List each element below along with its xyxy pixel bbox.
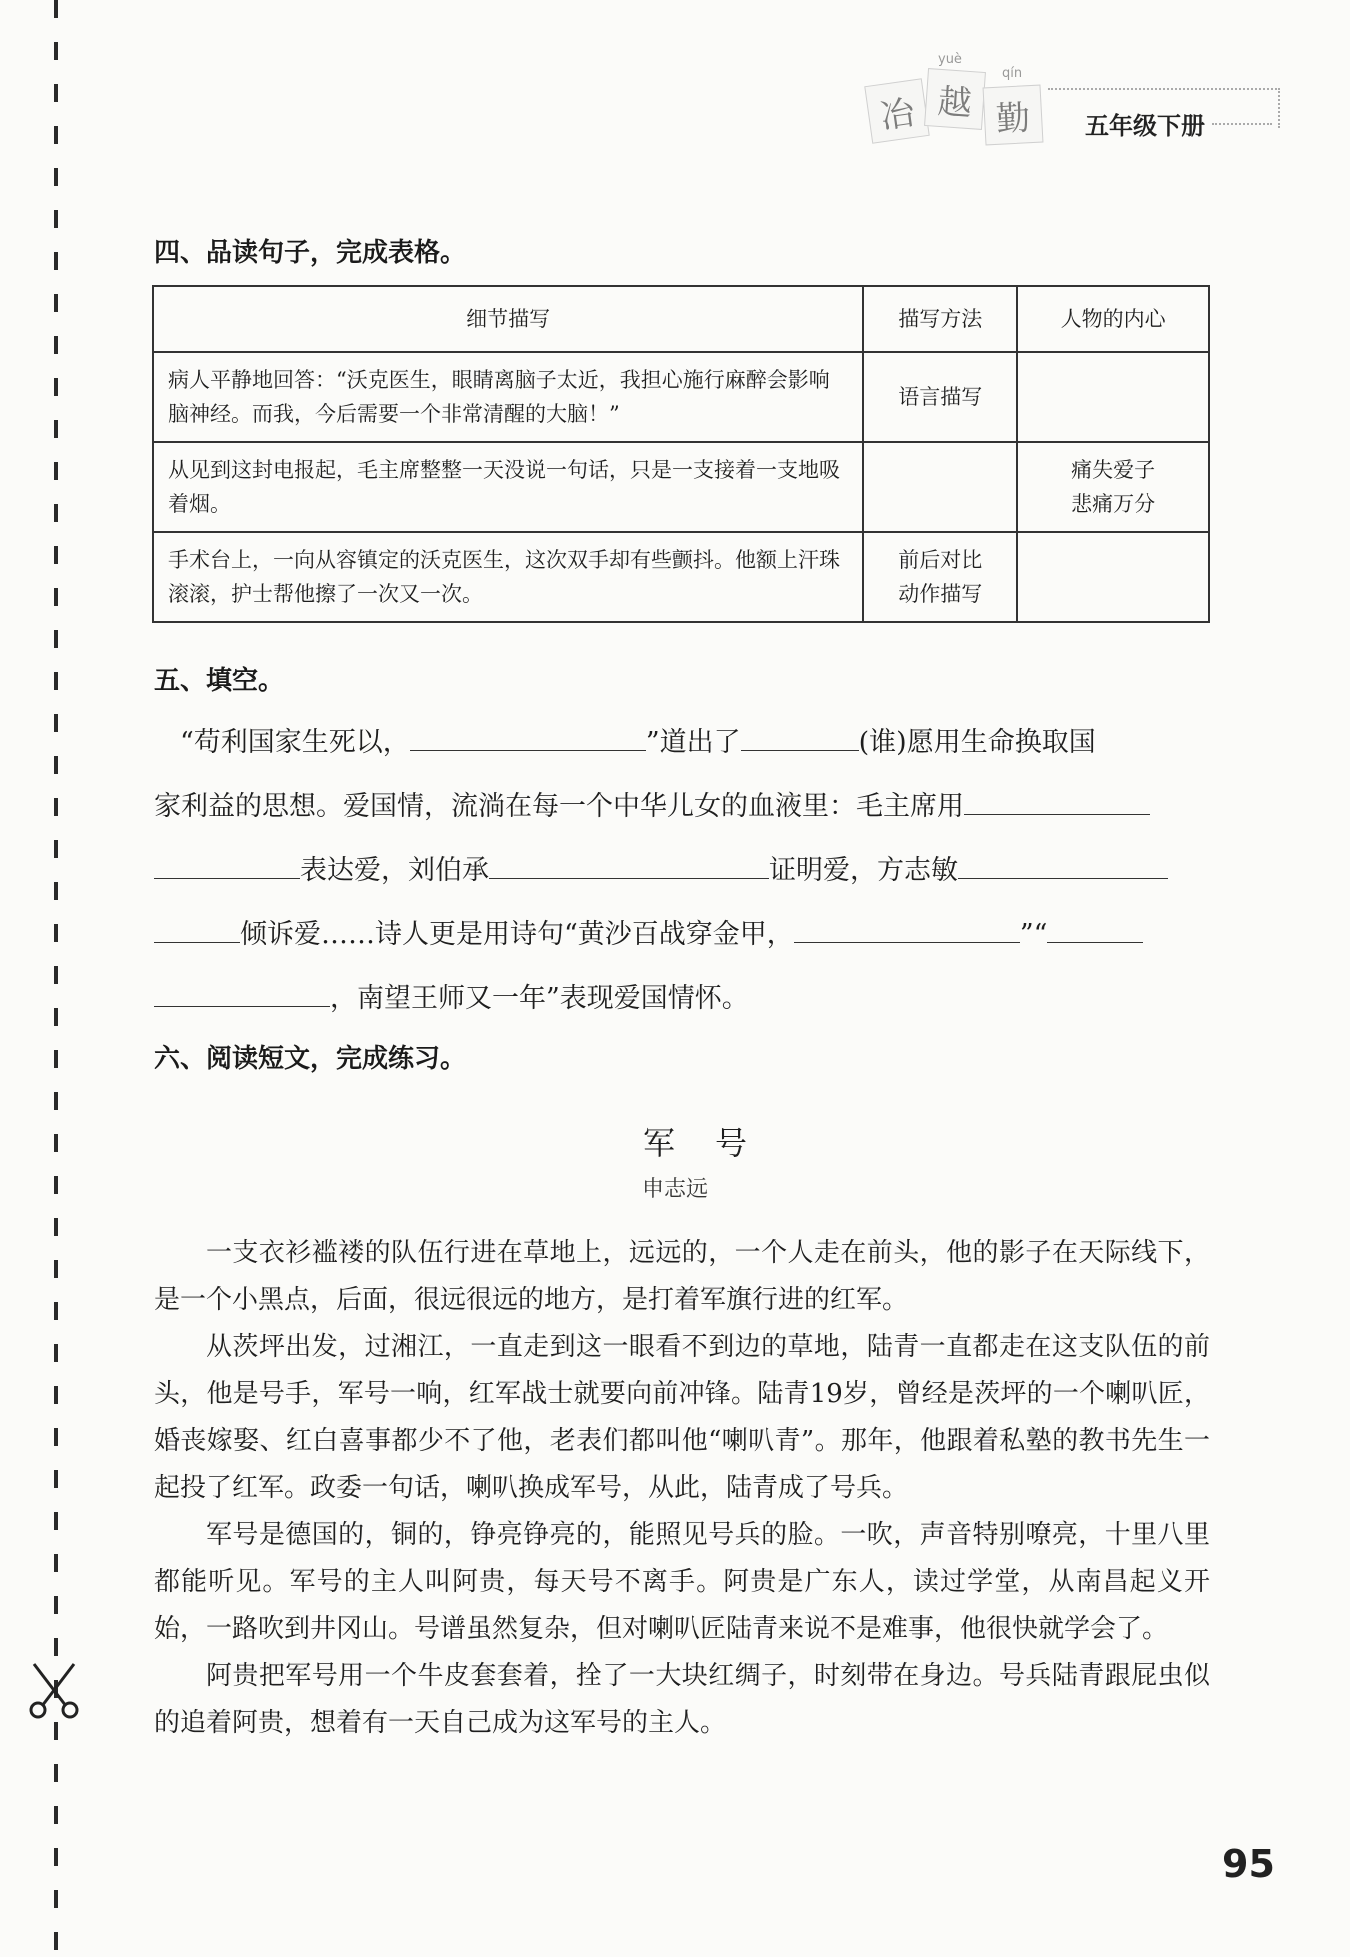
fill-blank[interactable] bbox=[489, 848, 769, 879]
series-logo bbox=[868, 52, 1048, 162]
fill-text: 家利益的思想。爱国情，流淌在每一个中华儿女的血液里：毛主席用 bbox=[154, 791, 964, 822]
heart-answer-cell[interactable] bbox=[1017, 532, 1209, 622]
fill-text: ”道出了 bbox=[645, 727, 741, 758]
header-method: 描写方法 bbox=[863, 286, 1017, 352]
fill-blank[interactable] bbox=[1047, 912, 1143, 943]
table-row bbox=[153, 352, 1209, 442]
section-5-title: 五、填空。 bbox=[154, 666, 285, 696]
detail-cell: 病人平静地回答：“沃克医生，眼睛离脑子太近，我担心施行麻醉会影响脑神经。而我，今后需要一个非常清醒的大脑！” bbox=[153, 352, 863, 442]
fill-line-5 bbox=[154, 976, 1210, 1016]
section-6-title: 六、阅读短文，完成练习。 bbox=[154, 1044, 467, 1074]
header-divider bbox=[1212, 123, 1272, 125]
article-author: 申志远 bbox=[641, 1177, 708, 1202]
page-number: 95 bbox=[1222, 1842, 1275, 1886]
method-answer-cell[interactable] bbox=[863, 442, 1017, 532]
paragraph: 一支衣衫褴褛的队伍行进在草地上，远远的，一个人走在前头，他的影子在天际线下，是一个小黑点，后面，很远很远的地方，是打着军旗行进的红军。 bbox=[154, 1238, 1210, 1315]
method-cell: 语言描写 bbox=[863, 352, 1017, 442]
fill-text: “苟利国家生死以， bbox=[180, 727, 410, 758]
heart-answer-cell[interactable] bbox=[1017, 352, 1209, 442]
fill-blank[interactable] bbox=[410, 720, 646, 751]
logo-pinyin: qín bbox=[1002, 66, 1023, 81]
fill-line-2 bbox=[154, 784, 1210, 824]
fill-blank[interactable] bbox=[794, 912, 1020, 943]
fill-blank[interactable] bbox=[741, 720, 859, 751]
detail-cell: 从见到这封电报起，毛主席整整一天没说一句话，只是一支接着一支地吸着烟。 bbox=[153, 442, 863, 532]
fill-text: ”“ bbox=[1019, 919, 1048, 950]
reading-table bbox=[152, 285, 1210, 623]
paragraph: 从茨坪出发，过湘江，一直走到这一眼看不到边的草地，陆青一直都走在这支队伍的前头，他是号手，军号一响，红军战士就要向前冲锋。陆青19岁，曾经是茨坪的一个喇叭匠，婚丧嫁娶、红白喜事都少不了他，老表们都叫他“喇叭青”。那年，他跟着私塾的教书先生一起投了红军。政委一句话，喇叭换成军号，从此，陆青成了号兵。 bbox=[154, 1332, 1210, 1503]
fill-text: (谁)愿用生命换取国 bbox=[858, 727, 1096, 758]
fill-blank[interactable] bbox=[964, 784, 1150, 815]
logo-char: 越 bbox=[924, 68, 986, 130]
fill-line-4 bbox=[154, 912, 1210, 952]
fill-text: ，南望王师又一年”表现爱国情怀。 bbox=[330, 983, 749, 1014]
paragraph: 军号是德国的，铜的，铮亮铮亮的，能照见号兵的脸。一吹，声音特别嘹亮，十里八里都能听见。军号的主人叫阿贵，每天号不离手。阿贵是广东人，读过学堂，从南昌起义开始，一路吹到井冈山。号谱虽然复杂，但对喇叭匠陆青来说不是难事，他很快就学会了。 bbox=[154, 1520, 1210, 1644]
method-cell: 前后对比 动作描写 bbox=[863, 532, 1017, 622]
logo-char: 勤 bbox=[983, 85, 1044, 146]
article-passage bbox=[154, 1230, 1210, 1747]
section-4-title: 四、品读句子，完成表格。 bbox=[154, 238, 467, 268]
grade-label: 五年级下册 bbox=[1085, 112, 1205, 140]
fill-line-3 bbox=[154, 848, 1210, 888]
table-row bbox=[153, 442, 1209, 532]
fill-text: 倾诉爱……诗人更是用诗句“黄沙百战穿金甲， bbox=[240, 919, 794, 950]
scissors-icon bbox=[26, 1660, 82, 1720]
detail-cell: 手术台上，一向从容镇定的沃克医生，这次双手却有些颤抖。他额上汗珠滚滚，护士帮他擦了一次又一次。 bbox=[153, 532, 863, 622]
heart-cell: 痛失爱子 悲痛万分 bbox=[1017, 442, 1209, 532]
table-header-row bbox=[153, 286, 1209, 352]
logo-pinyin: yuè bbox=[938, 52, 962, 67]
logo-char: 冶 bbox=[864, 78, 930, 144]
fill-blank[interactable] bbox=[154, 912, 240, 943]
fill-text: 证明爱，方志敏 bbox=[769, 855, 958, 886]
fill-blank[interactable] bbox=[154, 848, 300, 879]
fill-text: 表达爱，刘伯承 bbox=[300, 855, 489, 886]
fill-blank[interactable] bbox=[154, 976, 330, 1007]
fill-blank[interactable] bbox=[958, 848, 1168, 879]
header-detail: 细节描写 bbox=[153, 286, 863, 352]
article-title: 军号 bbox=[642, 1124, 787, 1162]
fill-line-1 bbox=[154, 720, 1210, 760]
table-row bbox=[153, 532, 1209, 622]
header-heart: 人物的内心 bbox=[1017, 286, 1209, 352]
paragraph: 阿贵把军号用一个牛皮套套着，拴了一大块红绸子，时刻带在身边。号兵陆青跟屁虫似的追着阿贵，想着有一天自己成为这军号的主人。 bbox=[154, 1661, 1210, 1738]
